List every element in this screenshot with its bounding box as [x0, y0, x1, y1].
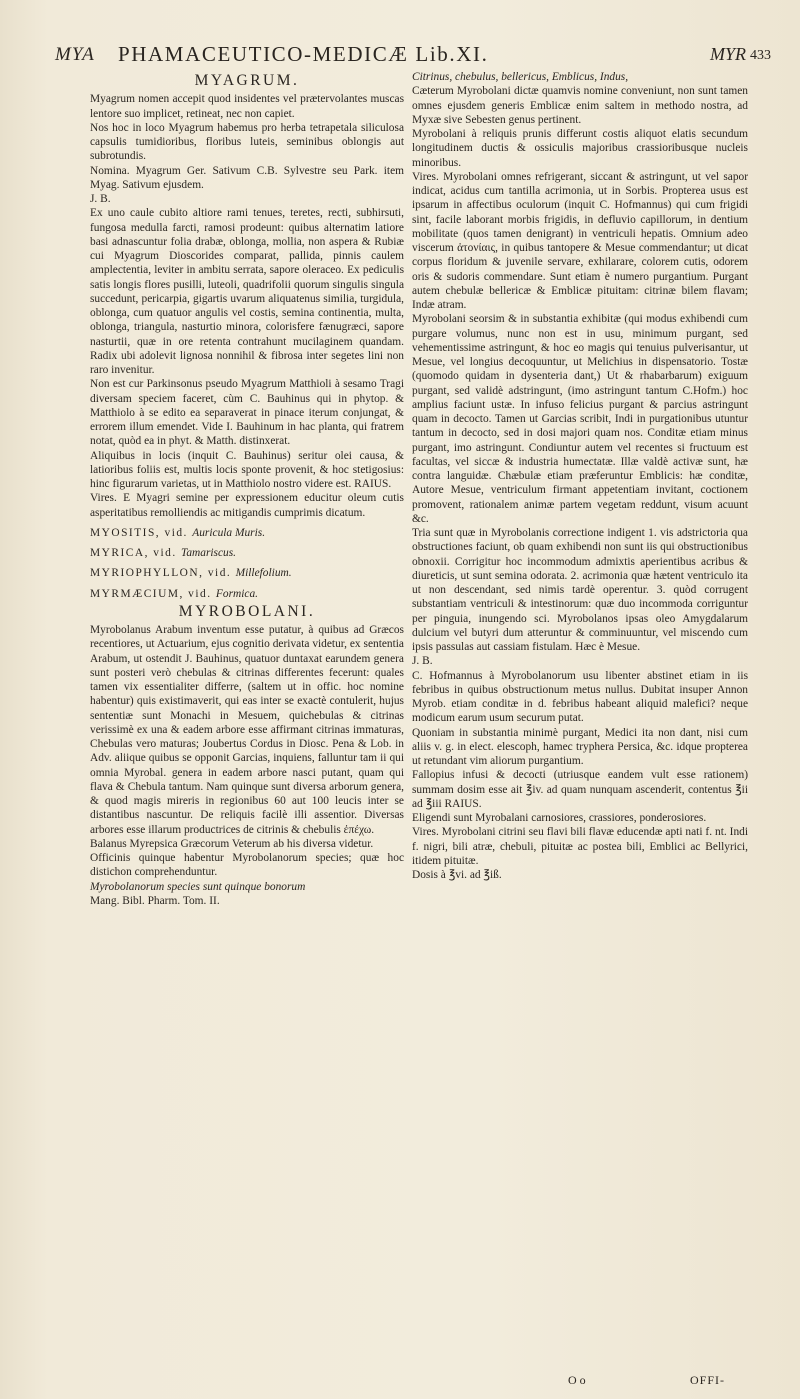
- paragraph: Cæterum Myrobolani dictæ quamvis nomine conveniunt, non sunt tamen omnes ejusdem generis Emblicæ enim saltem in methodo nostra, ad Myxæ sive Sebesten genus pertinent.: [412, 85, 748, 126]
- paragraph: Non est cur Parkinsonus pseudo Myagrum Matthioli à sesamo Tragi diversam speciem faceret, cùm C. Bauhinus qui in phytop. & Matthiolo à se edito ea separaverat in pinace iterum conjungat, & errorem illum emendet. Vide I. Bauhinum in hac planta, qui fratrem notat, quòd ea in phyt. & Matth. distinxerat.: [90, 378, 404, 448]
- xref-see: vid.: [153, 547, 177, 559]
- paragraph: Aliquibus in locis (inquit C. Bauhinus) seritur olei causa, & latioribus foliis est, multis locis sponte provenit, & hoc stetigosius: hinc figurarum varietas, ut in Matthiolo nostro videre est. RAIUS.: [90, 449, 404, 490]
- paragraph: Vires. Myrobolani omnes refrigerant, siccant & astringunt, ut vel sapor indicat, acidus cum tantilla acrimonia, ut in Sorbis. Propterea usus est ipsarum in affectibus oculorum (inquit C. Hofmannus) qui cum frigidi sint, facile laborant morbis frigidis, in defluvio capillorum, in dentium mobilitate (quos tamen denigrant) in ventriculi hepatis. Omnium adeo viscerum ἀτονίαις, in quibus tantopere & Mesue commendantur; ut dicat corpus floridum & juvenile servare, exhilarare, colorem cutis, odorem oris & sudoris commendare. Sunt etiam è numero purgantium. Purgant autem chebulæ bellericæ & Emblicæ pituitam: citrinæ bilem flavam; Indæ atram.: [412, 170, 748, 311]
- xref-see: vid.: [188, 587, 212, 600]
- cross-reference: MYRMÆCIUM, vid. Formica.: [90, 587, 258, 600]
- author-label: J. B.: [90, 193, 111, 205]
- paragraph: Officinis quinque habentur Myrobolanorum species; quæ hoc distichon comprehenduntur.: [90, 852, 404, 879]
- xref-term: MYOSITIS: [90, 526, 156, 539]
- paragraph: Myrobolani à reliquis prunis differunt costis aliquot elatis secundum longitudinem ductis & ossiculis majoribus crassioribusque nucleis minoribus.: [412, 128, 748, 169]
- paragraph: Nos hoc in loco Myagrum habemus pro herba tetrapetala siliculosa capsulis tumidioribus, floribus luteis, seminibus oblongis aut subrotundis.: [90, 121, 404, 163]
- xref-see: vid.: [164, 526, 188, 539]
- header-title: PHAMACEUTICO-MEDICÆ Lib.XI.: [118, 42, 489, 66]
- header-right-mark: MYR: [710, 44, 746, 64]
- heading-myagrum: MYAGRUM.: [194, 72, 300, 89]
- paragraph: Quoniam in substantia minimè purgant, Medici ita non dant, nisi cum aliis v. g. in elect. elescoph, hamec tryphera Persica, &c. idque propterea ut retundant vim aliorum purgantium.: [412, 726, 748, 767]
- xref-see: vid.: [207, 567, 232, 580]
- paragraph: Fallopius infusi & decocti (utriusque eandem vult esse rationem) summam dosim esse ait ℥iv. ad quam nunquam ascenderit, contentus ℥ii ad ℥iii RAIUS.: [412, 769, 748, 810]
- header-left-mark: MYA: [55, 44, 95, 65]
- heading-myrobolani: MYROBOLANI.: [178, 602, 316, 620]
- cross-reference: MYRIOPHYLLON, vid. Millefolium.: [90, 567, 292, 580]
- paragraph: Eligendi sunt Myrobalani carnosiores, crassiores, ponderosiores.: [412, 812, 707, 824]
- page-number: 433: [750, 48, 771, 63]
- cross-reference: MYOSITIS, vid. Auricula Muris.: [90, 526, 266, 539]
- xref-term: MYRIOPHYLLON: [90, 567, 200, 580]
- paragraph: Myagrum nomen accepit quod insidentes vel prætervolantes muscas lentore suo implicet, retineat, nec non capiet.: [90, 93, 404, 120]
- right-column: [412, 70, 748, 882]
- paragraph: Ex uno caule cubito altiore rami tenues, teretes, recti, subhirsuti, fungosa medulla farcti, ramosi prodeunt: quibus alternatim latiore basi adnascuntur folia drabæ, oblonga, mollia, non aspera & Rubiæ cui Myagrum Dioscorides comparat, pallida, pinnis caulem amplectentia, leviter in ambitu serrata, sapore oleraceo. Ex pediculis satis longis flores pusilli, luteoli, quadrifolii quorum singulis singula succedunt, pericarpia, gigartis uvarum aliquatenus similia, turgidula, oblonga, cum quatuor angulis vel costis, semina continentia, multa, oblonga, triangula, nasturtio minora, colorisfere fænugræci, sapore nasturtii, quæ in ore retenta contrahunt mucilaginem quandam. Radix ubi adolevit lignosa nonnihil & fibrosa inter segetes lini non raro invenitur.: [90, 207, 404, 376]
- paragraph: C. Hofmannus à Myrobolanorum usu libenter abstinet etiam in iis febribus in quibus obstructionum metus nullus. Dubitat insuper Annon Myrob. etiam conditæ in d. febribus habeant aliquid malefici? neque modicum earum usum securum putat.: [412, 669, 748, 725]
- paragraph: Myrobolani seorsim & in substantia exhibitæ (qui modus exhibendi cum purgare volumus, nunc non est in usu, minimum purgant, sed vehementissime astringunt, & hoc eo magis qui tenuius pulverisantur, ut Mesue, vel longius decoquuntur, ut Melichius in dispensatorio. Tostæ (quomodo quidam in dysenteria dant,) Ut & rhabarbarum) exiguum purgant, sed validè adstringunt, (imo astringunt tantum C.Hofm.) hoc amplius faciunt ustæ. In infuso felicius purgant & parcius astringunt quam in decocto. Tamen ut Garcias scribit, Indi in purgationibus utuntur tantum in decocto, sed in dosi majori quam nos. Conditæ etiam minus purgant, imo astringunt. Condiuntur autem vel recentes si fructuum est facultas, vel siccæ & industria humectatæ. Illæ valdè activæ sunt, hæ contra languidæ. Chæbulæ etiam præferuntur Emblicis: hæ conditæ, Autore Mesue, ventriculum firmant appetentiam invitant, coctionem promovent, rationalem animæ partem vegetam reddunt, visum acuunt &c.: [412, 313, 748, 525]
- paragraph: Myrobolanus Arabum inventum esse putatur, à quibus ad Græcos recentiores, ut Actuarium, ejus cognitio derivata videtur, ex sententia Arabum, ut ostendit J. Bauhinus, quatuor duntaxat earundem genera sunt posteri verò chebulas & citrinas differentes fecerunt: quales tamen vix essentialiter differre, (saltem ut in offic. hoc nomine habentur) quis existimaverit, qui eas inter se exactè contulerit, hujus sententiæ sunt Monachi in Mesuem, quichebulas & citrinas verissimè ex una & eadem arbore esse affirmant citrinas immaturas, Chebulas vero maturas; Joubertus Cordus in Diosc. Pena & Lob. in Adv. aliique quibus se opponit Garcias, inquiens, falluntur tam ii qui omnia Myrobal. genera in eadem arbore nasci putant, quam qui flava & Chebula tantum. Nam quinque sunt diversa arborum genera, & quod magis mireris in regionibus 60 aut 100 leucis inter se distantibus nascuntur. De reliquis facilè illi assentior. Diversas arbores esse illarum productrices de citrinis & chebulis ἐπέχω.: [90, 624, 404, 836]
- xref-target: Tamariscus.: [181, 547, 237, 559]
- catchword: OFFI-: [690, 1373, 726, 1387]
- paragraph: Vires. E Myagri semine per expressionem educitur oleum cutis asperitatibus remolliendis ac mitigandis cumprimis dicatum.: [90, 492, 404, 519]
- paragraph: Tria sunt quæ in Myrobolanis correctione indigent 1. vis adstrictoria qua obstructiones faciunt, ob quam exhibendi non sunt iis qui obstructionibus obnoxii. Corrigitur hoc incommodum admixtis aperientibus acribus & diureticis, ut sunt semina odorata. 2. acrimonia quæ hætent ventriculo ita ut non descendant, sed nimis tardè operentur. 3. quòd corrugent substantiam ventriculi & intestinorum: quæ duo incommoda corriguntur per pinguia, inungendo sci. Myrobolanos ipsas oleo Amygdalarum dulcium vel butyri dum atteruntur & comminuuntur, vel miscendo cum ipsis passulas aut cassiam fistulam. Hæc è Mesue.: [412, 527, 748, 653]
- dosis-line: Dosis à ℥vi. ad ℥iß.: [412, 869, 502, 881]
- distichon-line: Citrinus, chebulus, bellericus, Emblicus, Indus,: [412, 71, 629, 83]
- distichon-line: Myrobolanorum species sunt quinque bonorum: [90, 880, 306, 893]
- signature-mark: O o: [568, 1373, 586, 1387]
- paragraph: Vires. Myrobolani citrini seu flavi bili flavæ educendæ apti nati f. nt. Indi f. nigri, bili atræ, chebuli, pituitæ ac postea bili, Emblici ac Bellyrici, itidem pituitæ.: [412, 826, 748, 867]
- paragraph: Balanus Myrepsica Græcorum Veterum ab his diversa videtur.: [90, 837, 374, 850]
- left-column: [90, 70, 404, 908]
- paragraph: Nomina. Myagrum Ger. Sativum C.B. Sylvestre seu Park. item Myag. Sativum ejusdem.: [90, 164, 404, 191]
- author-label: J. B.: [412, 655, 433, 668]
- cross-reference: MYRICA, vid. Tamariscus.: [90, 547, 237, 559]
- running-header: [55, 38, 770, 66]
- xref-target: Millefolium.: [235, 567, 292, 580]
- xref-target: Formica.: [215, 587, 258, 600]
- xref-term: MYRICA: [90, 547, 145, 559]
- xref-term: MYRMÆCIUM: [90, 587, 180, 600]
- catchline: Mang. Bibl. Pharm. Tom. II.: [90, 894, 220, 907]
- xref-target: Auricula Muris.: [192, 526, 266, 539]
